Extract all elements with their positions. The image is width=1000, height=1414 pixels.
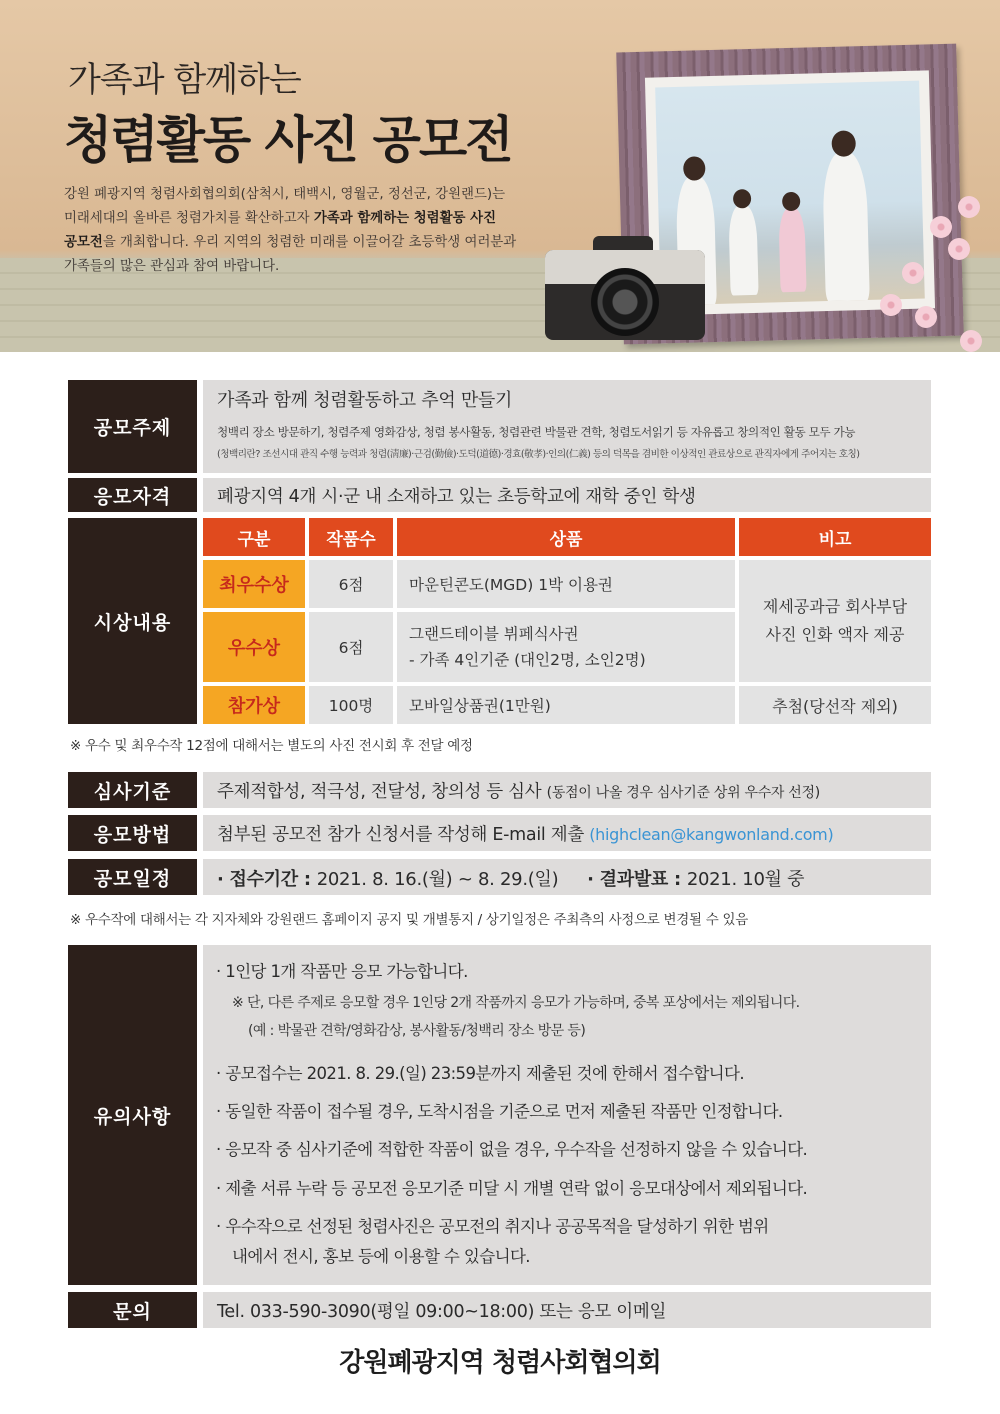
- award-name-participation: 참가상: [203, 686, 305, 724]
- result-label: · 결과발표 :: [587, 869, 687, 890]
- poster-subtitle: 가족과 함께하는: [68, 60, 301, 100]
- period-label: · 접수기간 :: [217, 869, 317, 890]
- notices-label: 유의사항: [68, 945, 197, 1285]
- result-value: 2021. 10월 중: [686, 869, 805, 890]
- blossom-flower: [960, 330, 982, 352]
- notice-example: (예 : 박물관 견학/영화감상, 봉사활동/청백리 장소 방문 등): [248, 1023, 586, 1039]
- awards-header-category: 구분: [203, 518, 305, 556]
- award-count: 6점: [309, 560, 393, 608]
- method-cell: [203, 815, 931, 851]
- schedule-footnote: ※ 우수작에 대해서는 각 지자체와 강원랜드 홈페이지 공지 및 개별통지 / 상기일정은 주최측의 사정으로 변경될 수 있음: [70, 912, 748, 928]
- awards-table: [203, 518, 931, 724]
- blossom-flower: [958, 196, 980, 218]
- method-text: [217, 821, 833, 846]
- criteria-note: (동점이 나올 경우 심사기준 상위 우수자 선정): [546, 785, 820, 801]
- schedule-cell: [203, 859, 931, 895]
- person-figure: [822, 152, 870, 303]
- blossom-flower: [915, 306, 937, 328]
- schedule-label: 공모일정: [68, 859, 197, 895]
- intro-line: 공모전을 개최합니다. 우리 지역의 청렴한 미래를 이끌어갈 초등학생 여러분과: [64, 235, 517, 250]
- awards-label: 시상내용: [68, 518, 197, 724]
- intro-paragraph: [64, 183, 544, 279]
- contact-label: 문의: [68, 1292, 197, 1328]
- notice-item: · 제출 서류 누락 등 공모전 응모기준 미달 시 개별 연락 없이 응모대상에서 제외됩니다.: [216, 1179, 808, 1198]
- blossom-flower: [902, 262, 924, 284]
- contact-text: Tel. 033-590-3090(평일 09:00~18:00) 또는 응모 이메일: [217, 1302, 667, 1322]
- schedule-text: [217, 865, 804, 891]
- method-main: 첨부된 공모전 참가 신청서를 작성해 E-mail 제출: [217, 825, 590, 845]
- award-name-grand: 최우수상: [203, 560, 305, 608]
- theme-main: 가족과 함께 청렴활동하고 추억 만들기: [217, 390, 513, 411]
- award-prize: [397, 612, 735, 682]
- person-figure: [728, 205, 758, 296]
- contact-cell: [203, 1292, 931, 1328]
- criteria-text: [217, 778, 820, 803]
- theme-cell: [203, 380, 931, 473]
- email-link[interactable]: (highclean@kangwonland.com): [589, 825, 834, 844]
- theme-detail: 청백리 장소 방문하기, 청렴주제 영화감상, 청렴 봉사활동, 청렴관련 박물관 견학, 청렴도서읽기 등 자유롭고 창의적인 활동 모두 가능: [217, 425, 856, 439]
- blossom-flower: [880, 294, 902, 316]
- person-head: [733, 189, 751, 208]
- criteria-label: 심사기준: [68, 772, 197, 808]
- poster-title: 청렴활동 사진 공모전: [64, 111, 512, 169]
- award-note-line: 사진 인화 액자 제공: [765, 625, 905, 644]
- blossom-flower: [948, 238, 970, 260]
- intro-line: 강원 폐광지역 청렴사회협의회(삼척시, 태백시, 영월군, 정선군, 강원랜드)는: [64, 187, 506, 202]
- eligibility-label: 응모자격: [68, 478, 197, 512]
- criteria-cell: [203, 772, 931, 808]
- camera-illustration: [545, 232, 705, 340]
- notice-item: · 1인당 1개 작품만 응모 가능합니다.: [216, 962, 468, 981]
- camera-lens: [591, 268, 659, 336]
- notice-item: · 동일한 작품이 접수될 경우, 도착시점을 기준으로 먼저 제출된 작품만 인정합니다.: [216, 1102, 783, 1121]
- award-count: 100명: [309, 686, 393, 724]
- award-prize-line: 그랜드테이블 뷔페식사권: [409, 625, 579, 643]
- awards-footnote: ※ 우수 및 최우수작 12점에 대해서는 별도의 사진 전시회 후 전달 예정: [70, 738, 473, 754]
- organizer-footer: 강원폐광지역 청렴사회협의회: [339, 1348, 661, 1378]
- intro-line: 가족들의 많은 관심과 참여 바랍니다.: [64, 259, 280, 274]
- notice-item: · 우수작으로 선정된 청렴사진은 공모전의 취지나 공공목적을 달성하기 위한 범위: [216, 1217, 769, 1236]
- award-prize: 마운틴콘도(MGD) 1박 이용권: [397, 560, 735, 608]
- award-note-line: 제세공과금 회사부담: [762, 597, 908, 616]
- hero-banner: [0, 0, 1000, 352]
- award-prize-line: - 가족 4인기준 (대인2명, 소인2명): [409, 651, 646, 669]
- award-note: 추첨(당선작 제외): [739, 686, 931, 724]
- theme-label: 공모주제: [68, 380, 197, 473]
- person-figure: [778, 208, 806, 293]
- notice-subnote: ※ 단, 다른 주제로 응모할 경우 1인당 2개 작품까지 응모가 가능하며, 중복 포상에서는 제외됩니다.: [232, 995, 800, 1011]
- criteria-main: 주제적합성, 적극성, 전달성, 창의성 등 심사: [217, 782, 542, 802]
- awards-header-note: 비고: [739, 518, 931, 556]
- awards-header-count: 작품수: [309, 518, 393, 556]
- eligibility-text: 폐광지역 4개 시·군 내 소재하고 있는 초등학교에 재학 중인 학생: [217, 487, 696, 507]
- awards-header-prize: 상품: [397, 518, 735, 556]
- notice-item: · 공모접수는 2021. 8. 29.(일) 23:59분까지 제출된 것에 한해서 접수합니다.: [216, 1064, 744, 1083]
- award-prize: 모바일상품권(1만원): [397, 686, 735, 724]
- eligibility-cell: [203, 478, 931, 512]
- theme-footnote: (청백리란? 조선시대 관직 수행 능력과 청렴(淸廉)·근검(勤儉)·도덕(道德)·경효(敬孝)·인의(仁義) 등의 덕목을 겸비한 이상적인 관료상으로 관직자에게 주어지는 호칭): [217, 449, 860, 460]
- period-value: 2021. 8. 16.(월) ~ 8. 29.(일): [316, 869, 559, 890]
- award-name-excellence: 우수상: [203, 612, 305, 682]
- blossom-flower: [930, 216, 952, 238]
- method-label: 응모방법: [68, 815, 197, 851]
- notice-item-continued: 내에서 전시, 홍보 등에 이용할 수 있습니다.: [232, 1247, 530, 1266]
- person-head: [782, 192, 800, 211]
- award-count: 6점: [309, 612, 393, 682]
- notice-item: · 응모작 중 심사기준에 적합한 작품이 없을 경우, 우수작을 선정하지 않을 수 있습니다.: [216, 1140, 808, 1159]
- intro-line: 미래세대의 올바른 청렴가치를 확산하고자 가족과 함께하는 청렴활동 사진: [64, 211, 497, 226]
- award-shared-note: [739, 560, 931, 682]
